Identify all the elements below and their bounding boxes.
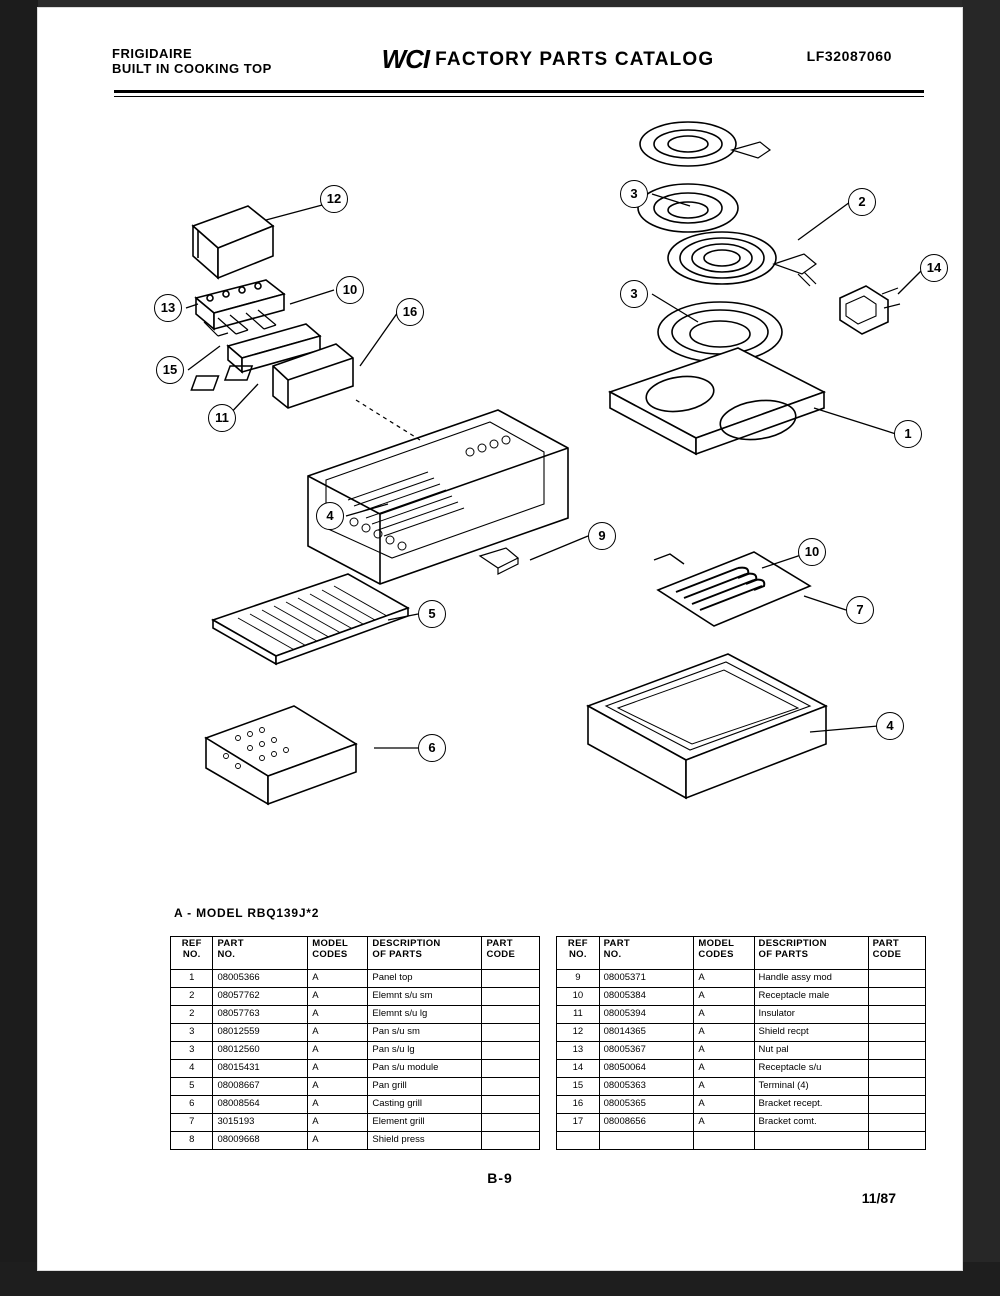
cell-ref: 11	[557, 1006, 599, 1024]
cell-desc: Terminal (4)	[754, 1078, 868, 1096]
table-row	[171, 970, 926, 988]
page-number: B-9	[487, 1170, 513, 1186]
header-part-code-left: PART CODE	[482, 937, 539, 970]
cell-code	[868, 970, 925, 988]
cell-part: 08014365	[599, 1024, 694, 1042]
part-terminal-strip	[196, 280, 284, 336]
cell-desc: Element grill	[368, 1114, 482, 1132]
cell-part: 08008564	[213, 1096, 308, 1114]
cell-ref: 17	[557, 1114, 599, 1132]
table-gutter	[539, 937, 556, 970]
callout-3-lower: 3	[620, 280, 648, 308]
table-row	[171, 1096, 926, 1114]
callout-4: 4	[316, 502, 344, 530]
cell-gutter	[539, 1114, 556, 1132]
callout-4-lower: 4	[876, 712, 904, 740]
cell-desc: Receptacle male	[754, 988, 868, 1006]
cell-ref: 14	[557, 1060, 599, 1078]
cell-codes: A	[694, 1042, 754, 1060]
table-row	[171, 1042, 926, 1060]
cell-desc: Panel top	[368, 970, 482, 988]
cell-gutter	[539, 1132, 556, 1150]
cell-gutter	[539, 1096, 556, 1114]
scan-edge-right	[962, 0, 1000, 1296]
cell-code	[482, 1060, 539, 1078]
cell-desc: Shield recpt	[754, 1024, 868, 1042]
table-row	[171, 1006, 926, 1024]
cell-part: 3015193	[213, 1114, 308, 1132]
cell-codes: A	[308, 1078, 368, 1096]
cell-part: 08012559	[213, 1024, 308, 1042]
callout-15: 15	[156, 356, 184, 384]
cell-code	[868, 1060, 925, 1078]
part-receptacle-bracket	[191, 324, 353, 408]
callout-9: 9	[588, 522, 616, 550]
cell-codes: A	[308, 1006, 368, 1024]
cell-desc: Receptacle s/u	[754, 1060, 868, 1078]
cell-code	[482, 1114, 539, 1132]
callout-11: 11	[208, 404, 236, 432]
cell-desc: Bracket recept.	[754, 1096, 868, 1114]
table-row	[171, 988, 926, 1006]
cell-code	[868, 988, 925, 1006]
cell-part: 08005365	[599, 1096, 694, 1114]
cell-desc: Nut pal	[754, 1042, 868, 1060]
cell-part: 08057763	[213, 1006, 308, 1024]
brand-subtitle: BUILT IN COOKING TOP	[112, 61, 272, 76]
cell-code	[482, 1096, 539, 1114]
part-burner-small-top	[640, 122, 770, 166]
header-part-code-right: PART CODE	[868, 937, 925, 970]
part-panel-top	[610, 348, 824, 454]
table-row	[171, 1114, 926, 1132]
catalog-page	[38, 8, 962, 1270]
header-rule-thin	[114, 96, 924, 97]
cell-part: 08005384	[599, 988, 694, 1006]
wci-logo: WCI	[381, 44, 430, 74]
table-row	[171, 1024, 926, 1042]
header-part-no-left: PART NO.	[213, 937, 308, 970]
cell-ref: 6	[171, 1096, 213, 1114]
cell-code	[482, 988, 539, 1006]
cell-code	[868, 1024, 925, 1042]
cell-code	[482, 1078, 539, 1096]
revision-date: 11/87	[861, 1190, 896, 1206]
model-code-note: A - MODEL RBQ139J*2	[174, 906, 320, 920]
cell-ref	[557, 1132, 599, 1150]
callout-6: 6	[418, 734, 446, 762]
cell-part: 08008656	[599, 1114, 694, 1132]
cell-part: 08005367	[599, 1042, 694, 1060]
cell-desc: Pan s/u lg	[368, 1042, 482, 1060]
cell-ref: 12	[557, 1024, 599, 1042]
cell-code	[482, 1132, 539, 1150]
cell-ref: 7	[171, 1114, 213, 1132]
cell-part: 08009668	[213, 1132, 308, 1150]
table-body	[171, 970, 926, 1150]
cell-code	[482, 1042, 539, 1060]
document-code: LF32087060	[806, 48, 892, 64]
catalog-title: FACTORY PARTS CATALOG	[435, 48, 715, 70]
header-part-no-right: PART NO.	[599, 937, 694, 970]
callout-3-top: 3	[620, 180, 648, 208]
cell-codes: A	[308, 970, 368, 988]
cell-codes: A	[694, 1060, 754, 1078]
part-element-grill	[654, 552, 810, 626]
cell-part: 08008667	[213, 1078, 308, 1096]
callout-10: 10	[336, 276, 364, 304]
cell-code	[868, 1114, 925, 1132]
cell-codes: A	[694, 988, 754, 1006]
callout-10-lower: 10	[798, 538, 826, 566]
callout-2: 2	[848, 188, 876, 216]
cell-code	[868, 1042, 925, 1060]
cell-codes: A	[694, 1114, 754, 1132]
catalog-title-block	[338, 44, 758, 75]
cell-code	[868, 1096, 925, 1114]
cell-ref: 3	[171, 1042, 213, 1060]
cell-code	[868, 1006, 925, 1024]
cell-part: 08012560	[213, 1042, 308, 1060]
cell-ref: 9	[557, 970, 599, 988]
cell-part: 08015431	[213, 1060, 308, 1078]
cell-ref: 3	[171, 1024, 213, 1042]
cell-desc: Casting grill	[368, 1096, 482, 1114]
cell-codes: A	[694, 970, 754, 988]
cell-codes: A	[308, 1114, 368, 1132]
callout-5: 5	[418, 600, 446, 628]
header-description-left: DESCRIPTION OF PARTS	[368, 937, 482, 970]
scan-edge-left	[0, 0, 38, 1296]
cell-codes: A	[694, 1024, 754, 1042]
table-row	[171, 1078, 926, 1096]
cell-code	[482, 1006, 539, 1024]
cell-gutter	[539, 1042, 556, 1060]
cell-ref: 16	[557, 1096, 599, 1114]
cell-desc: Pan s/u module	[368, 1060, 482, 1078]
part-receptacle-su	[840, 286, 900, 334]
exploded-parts-diagram	[98, 108, 948, 868]
cell-part: 08005366	[213, 970, 308, 988]
header-ref-no-right: REF NO.	[557, 937, 599, 970]
part-element-small	[668, 232, 816, 286]
cell-codes: A	[694, 1006, 754, 1024]
cell-desc: Pan grill	[368, 1078, 482, 1096]
callout-1: 1	[894, 420, 922, 448]
parts-table	[170, 936, 926, 1150]
cell-part	[599, 1132, 694, 1150]
cell-ref: 10	[557, 988, 599, 1006]
cell-desc: Pan s/u sm	[368, 1024, 482, 1042]
table-row	[171, 1132, 926, 1150]
brand-name: FRIGIDAIRE	[112, 46, 193, 61]
cell-part: 08050064	[599, 1060, 694, 1078]
cell-ref: 8	[171, 1132, 213, 1150]
cell-codes: A	[308, 1096, 368, 1114]
cell-gutter	[539, 1078, 556, 1096]
cell-code	[868, 1132, 925, 1150]
cell-gutter	[539, 988, 556, 1006]
cell-codes: A	[694, 1078, 754, 1096]
cell-part: 08005394	[599, 1006, 694, 1024]
cell-codes: A	[308, 1024, 368, 1042]
cell-desc: Handle assy mod	[754, 970, 868, 988]
cell-desc: Elemnt s/u lg	[368, 1006, 482, 1024]
cell-codes: A	[694, 1096, 754, 1114]
header-description-right: DESCRIPTION OF PARTS	[754, 937, 868, 970]
cell-desc: Elemnt s/u sm	[368, 988, 482, 1006]
cell-ref: 5	[171, 1078, 213, 1096]
diagram-artwork	[98, 108, 948, 868]
cell-ref: 2	[171, 1006, 213, 1024]
cell-desc: Insulator	[754, 1006, 868, 1024]
callout-16: 16	[396, 298, 424, 326]
cell-ref: 2	[171, 988, 213, 1006]
header-model-codes-left: MODEL CODES	[308, 937, 368, 970]
part-grill-casting	[213, 574, 408, 664]
cell-ref: 1	[171, 970, 213, 988]
callout-7: 7	[846, 596, 874, 624]
part-pan-small	[638, 184, 738, 232]
cell-part: 08057762	[213, 988, 308, 1006]
part-pan-large	[658, 302, 782, 362]
cell-codes: A	[308, 988, 368, 1006]
cell-codes: A	[308, 1042, 368, 1060]
table-row	[171, 1060, 926, 1078]
brand-block	[112, 46, 272, 76]
callout-13: 13	[154, 294, 182, 322]
cell-codes: A	[308, 1132, 368, 1150]
callout-12: 12	[320, 185, 348, 213]
cell-desc: Shield press	[368, 1132, 482, 1150]
table-header-row	[171, 937, 926, 970]
part-pan-module-lower	[588, 654, 826, 798]
cell-ref: 15	[557, 1078, 599, 1096]
cell-part: 08005371	[599, 970, 694, 988]
cell-code	[868, 1078, 925, 1096]
cell-gutter	[539, 1060, 556, 1078]
part-grill-pan	[206, 706, 356, 804]
header-ref-no-left: REF NO.	[171, 937, 213, 970]
cell-codes: A	[308, 1060, 368, 1078]
cell-code	[482, 970, 539, 988]
callout-14: 14	[920, 254, 948, 282]
cell-code	[482, 1024, 539, 1042]
cell-ref: 13	[557, 1042, 599, 1060]
cell-gutter	[539, 1024, 556, 1042]
header-rule-thick	[114, 90, 924, 93]
cell-gutter	[539, 970, 556, 988]
part-module-pan	[308, 410, 568, 584]
cell-gutter	[539, 1006, 556, 1024]
cell-part: 08005363	[599, 1078, 694, 1096]
cell-desc	[754, 1132, 868, 1150]
header-model-codes-right: MODEL CODES	[694, 937, 754, 970]
cell-codes	[694, 1132, 754, 1150]
cell-ref: 4	[171, 1060, 213, 1078]
cell-desc: Bracket comt.	[754, 1114, 868, 1132]
part-insulator-block	[193, 206, 273, 278]
